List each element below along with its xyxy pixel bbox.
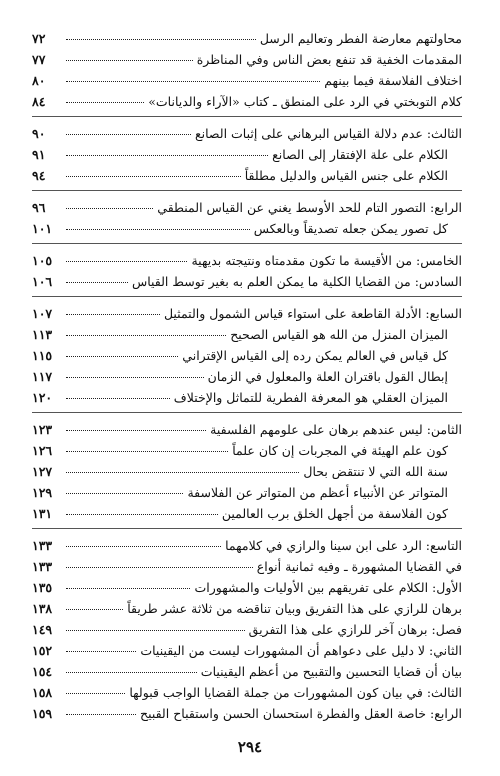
table-of-contents (32, 28, 462, 724)
toc-entry-title: كل تصور يمكن جعله تصديقاً وبالعكس (253, 221, 448, 236)
dot-leader (66, 282, 128, 283)
dot-leader (66, 356, 178, 357)
dot-leader (66, 261, 187, 262)
toc-section (32, 535, 462, 724)
toc-entry-page: ١٣٥ (32, 580, 53, 595)
toc-entry (32, 250, 462, 271)
dot-leader (66, 493, 183, 494)
toc-entry-title: الكلام على جنس القياس والدليل مطلقاً (244, 168, 448, 183)
dot-leader (66, 208, 153, 209)
toc-section (32, 28, 462, 112)
toc-section (32, 419, 462, 524)
toc-entry (32, 482, 462, 503)
toc-entry-title: بيان أن قضايا التحسين والتقبيح من أعظم اليقينيات (200, 664, 462, 679)
toc-entry-title: الثالث: عدم دلالة القياس البرهاني على إثبات الصانع (194, 126, 462, 141)
toc-entry-page: ١٠٦ (32, 274, 53, 289)
section-divider (32, 296, 462, 297)
toc-entry-title: الأول: الكلام على تفريقهم بين الأوليات والمشهورات (194, 580, 462, 595)
toc-entry-page: ١٠٥ (32, 253, 53, 268)
toc-entry-page: ١٢٠ (32, 390, 53, 405)
toc-entry (32, 461, 462, 482)
toc-entry-page: ٧٢ (32, 31, 46, 46)
toc-entry (32, 598, 462, 619)
toc-entry-page: ١٣٨ (32, 601, 53, 616)
dot-leader (66, 81, 320, 82)
dot-leader (66, 39, 256, 40)
section-divider (32, 528, 462, 529)
toc-section (32, 123, 462, 186)
toc-entry (32, 577, 462, 598)
dot-leader (66, 102, 144, 103)
toc-entry-title: اختلاف الفلاسفة فيما بينهم (324, 73, 462, 88)
dot-leader (66, 672, 197, 673)
toc-entry-title: الثاني: لا دليل على دعواهم أن المشهورات ليست من اليقينيات (140, 643, 462, 658)
dot-leader (66, 546, 221, 547)
toc-entry-title: الرابع: التصور التام للحد الأوسط يغني عن القياس المنطقي (157, 200, 462, 215)
toc-entry-title: في القضايا المشهورة ـ وفيه ثمانية أنواع (256, 559, 462, 574)
toc-entry (32, 70, 462, 91)
toc-entry-title: المتواتر عن الأنبياء أعظم من المتواتر عن الفلاسفة (187, 485, 448, 500)
toc-entry (32, 440, 462, 461)
toc-entry-page: ٩٤ (32, 168, 46, 183)
dot-leader (66, 430, 206, 431)
toc-entry-title: الثامن: ليس عندهم برهان على علومهم الفلسفية (210, 422, 462, 437)
toc-entry-page: ١٣١ (32, 506, 53, 521)
dot-leader (66, 377, 204, 378)
toc-entry-page: ٩١ (32, 147, 46, 162)
toc-entry (32, 619, 462, 640)
toc-entry-title: برهان للرازي على هذا التفريق وبيان تناقضه من ثلاثة عشر طريقاً (127, 601, 462, 616)
toc-entry-title: السادس: من القضايا الكلية ما يمكن العلم به بغير توسط القياس (131, 274, 462, 289)
toc-entry-title: المقدمات الخفية قد تنفع بعض الناس وفي المناظرة (196, 52, 462, 67)
dot-leader (66, 630, 245, 631)
toc-entry (32, 303, 462, 324)
toc-entry-title: التاسع: الرد على ابن سينا والرازي في كلامهما (225, 538, 462, 553)
toc-entry (32, 556, 462, 577)
toc-entry-page: ١٢٦ (32, 443, 53, 458)
toc-entry-page: ١١٧ (32, 369, 53, 384)
toc-entry (32, 503, 462, 524)
toc-entry (32, 366, 462, 387)
toc-entry (32, 197, 462, 218)
toc-entry-page: ١٠٧ (32, 306, 53, 321)
toc-entry-page: ١١٥ (32, 348, 53, 363)
toc-entry-page: ٨٤ (32, 94, 46, 109)
toc-entry-title: الرابع: خاصة العقل والفطرة استحسان الحسن واستقباح القبيح (140, 706, 462, 721)
toc-entry-title: الثالث: في بيان كون المشهورات من جملة القضايا الواجب قبولها (129, 685, 462, 700)
dot-leader (66, 176, 241, 177)
page-number: ٢٩٤ (237, 738, 263, 756)
toc-entry (32, 345, 462, 366)
section-divider (32, 412, 462, 413)
toc-entry-title: السابع: الأدلة القاطعة على استواء قياس الشمول والتمثيل (163, 306, 462, 321)
toc-entry-title: فصل: برهان آخر للرازي على هذا التفريق (248, 622, 462, 637)
toc-entry-title: الميزان العقلي هو المعرفة الفطرية للتماثل والإختلاف (173, 390, 448, 405)
toc-entry (32, 28, 462, 49)
dot-leader (66, 651, 136, 652)
toc-entry-page: ١٢٩ (32, 485, 53, 500)
dot-leader (66, 609, 123, 610)
toc-entry (32, 703, 462, 724)
toc-entry (32, 640, 462, 661)
toc-entry (32, 218, 462, 239)
toc-entry-title: سنة الله التي لا تنتقض بحال (303, 464, 448, 479)
toc-entry (32, 387, 462, 408)
dot-leader (66, 60, 193, 61)
toc-entry-page: ١٥٢ (32, 643, 53, 658)
toc-entry-page: ١٣٣ (32, 538, 53, 553)
toc-entry-page: ٧٧ (32, 52, 46, 67)
toc-entry (32, 49, 462, 70)
toc-section (32, 303, 462, 408)
dot-leader (66, 335, 226, 336)
toc-entry (32, 144, 462, 165)
toc-entry-page: ١٢٧ (32, 464, 53, 479)
toc-entry (32, 165, 462, 186)
toc-entry-page: ١٤٩ (32, 622, 53, 637)
toc-entry-page: ٨٠ (32, 73, 46, 88)
dot-leader (66, 472, 299, 473)
toc-entry-title: إبطال القول باقتران العلة والمعلول في الزمان (207, 369, 448, 384)
dot-leader (66, 398, 170, 399)
dot-leader (66, 451, 228, 452)
toc-entry-title: محاولتهم معارضة الفطر وتعاليم الرسل (259, 31, 462, 46)
toc-entry (32, 661, 462, 682)
toc-entry-title: كون علم الهيئة في المجربات إن كان علماً (232, 443, 448, 458)
dot-leader (66, 693, 125, 694)
dot-leader (66, 567, 253, 568)
toc-entry-page: ١٢٣ (32, 422, 53, 437)
section-divider (32, 190, 462, 191)
section-divider (32, 116, 462, 117)
toc-entry-page: ١٥٤ (32, 664, 53, 679)
toc-entry (32, 682, 462, 703)
toc-entry-title: الكلام على علة الإفتقار إلى الصانع (272, 147, 448, 162)
toc-entry (32, 271, 462, 292)
dot-leader (66, 714, 136, 715)
toc-entry (32, 535, 462, 556)
toc-entry (32, 324, 462, 345)
dot-leader (66, 229, 250, 230)
toc-entry-title: الميزان المنزل من الله هو القياس الصحيح (230, 327, 448, 342)
dot-leader (66, 134, 191, 135)
toc-entry-page: ١٠١ (32, 221, 53, 236)
toc-section (32, 250, 462, 292)
toc-entry-title: كلام التوبختي في الرد على المنطق ـ كتاب «الآراء والديانات» (148, 94, 462, 109)
toc-entry-title: الخامس: من الأقيسة ما تكون مقدمتاه ونتيجته بديهية (191, 253, 462, 268)
toc-entry-page: ١١٣ (32, 327, 53, 342)
toc-entry-page: ٩٦ (32, 200, 46, 215)
section-divider (32, 243, 462, 244)
dot-leader (66, 314, 160, 315)
toc-entry (32, 91, 462, 112)
toc-entry-page: ١٥٨ (32, 685, 53, 700)
toc-entry-page: ١٣٣ (32, 559, 53, 574)
toc-entry-title: كون الفلاسفة من أجهل الخلق برب العالمين (221, 506, 448, 521)
dot-leader (66, 155, 268, 156)
toc-entry (32, 123, 462, 144)
dot-leader (66, 588, 190, 589)
toc-entry-page: ٩٠ (32, 126, 46, 141)
toc-section (32, 197, 462, 239)
toc-entry-page: ١٥٩ (32, 706, 53, 721)
toc-entry-title: كل قياس في العالم يمكن رده إلى القياس الإقتراني (182, 348, 448, 363)
toc-entry (32, 419, 462, 440)
dot-leader (66, 514, 218, 515)
